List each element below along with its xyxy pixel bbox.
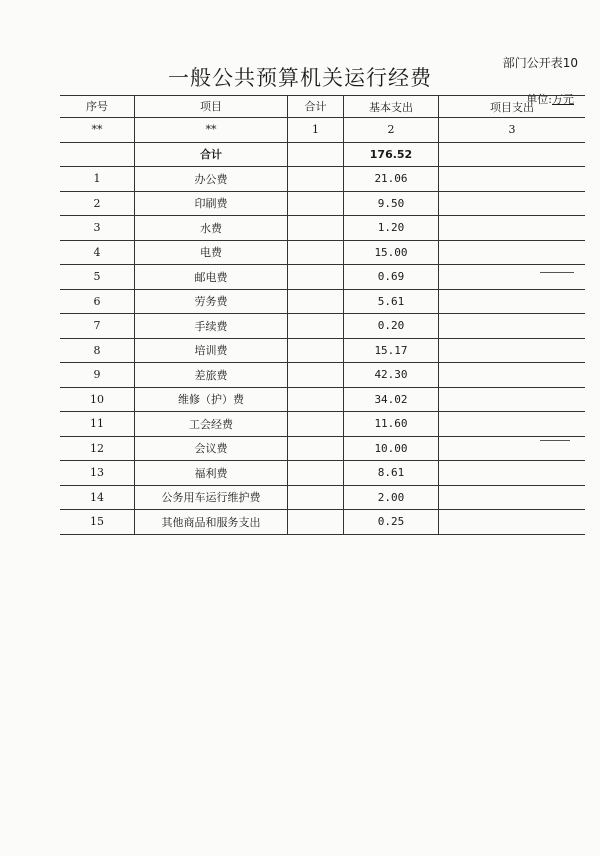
table-row [60, 412, 585, 437]
column-header-no: 序号 [60, 96, 135, 117]
table-row [60, 314, 585, 339]
expense-table [60, 95, 585, 535]
index-cell: 1 [288, 118, 344, 142]
index-cell: ** [60, 118, 135, 142]
row-project [439, 265, 585, 289]
row-project [439, 290, 585, 314]
table-row [60, 486, 585, 511]
row-no: 12 [60, 437, 135, 461]
row-no: 2 [60, 192, 135, 216]
row-no: 3 [60, 216, 135, 240]
column-header-item: 项目 [135, 96, 288, 117]
row-item: 其他商品和服务支出 [135, 510, 288, 534]
row-project [439, 192, 585, 216]
row-basic: 21.06 [344, 167, 439, 191]
row-basic: 5.61 [344, 290, 439, 314]
unit-value: 万元 [552, 93, 574, 106]
row-total [288, 486, 344, 510]
row-basic: 8.61 [344, 461, 439, 485]
row-project [439, 241, 585, 265]
table-row [60, 265, 585, 290]
table-row [60, 388, 585, 413]
row-no: 11 [60, 412, 135, 436]
row-item: 邮电费 [135, 265, 288, 289]
unit-prefix: 单位: [526, 93, 552, 106]
row-total [288, 339, 344, 363]
row-item: 培训费 [135, 339, 288, 363]
row-basic: 42.30 [344, 363, 439, 387]
row-total [288, 412, 344, 436]
row-basic: 11.60 [344, 412, 439, 436]
table-row [60, 461, 585, 486]
row-total [288, 461, 344, 485]
table-row [60, 241, 585, 266]
row-item: 维修（护）费 [135, 388, 288, 412]
table-row [60, 339, 585, 364]
row-item: 工会经费 [135, 412, 288, 436]
row-basic: 15.17 [344, 339, 439, 363]
table-total-row [60, 143, 585, 168]
row-project [439, 461, 585, 485]
row-item: 公务用车运行维护费 [135, 486, 288, 510]
table-row [60, 192, 585, 217]
row-total [288, 510, 344, 534]
row-no: 14 [60, 486, 135, 510]
scan-mark [540, 272, 574, 273]
row-project [439, 510, 585, 534]
row-total [288, 216, 344, 240]
row-project [439, 216, 585, 240]
form-code: 部门公开表10 [502, 56, 578, 70]
row-project [439, 314, 585, 338]
row-item: 水费 [135, 216, 288, 240]
total-no-cell [60, 143, 135, 167]
total-project-cell [439, 143, 585, 167]
row-no: 10 [60, 388, 135, 412]
column-header-total: 合计 [288, 96, 344, 117]
table-header-row [60, 96, 585, 118]
table-body [60, 167, 585, 535]
row-item: 会议费 [135, 437, 288, 461]
row-total [288, 265, 344, 289]
row-total [288, 388, 344, 412]
table-row [60, 437, 585, 462]
index-cell: 3 [508, 123, 516, 137]
row-basic: 0.69 [344, 265, 439, 289]
row-item: 差旅费 [135, 363, 288, 387]
row-item: 手续费 [135, 314, 288, 338]
row-project [439, 412, 585, 436]
row-total [288, 290, 344, 314]
row-basic: 1.20 [344, 216, 439, 240]
row-project [439, 388, 585, 412]
table-row [60, 216, 585, 241]
scan-mark [540, 440, 570, 441]
row-basic: 9.50 [344, 192, 439, 216]
table-row [60, 167, 585, 192]
row-no: 15 [60, 510, 135, 534]
row-no: 4 [60, 241, 135, 265]
table-row [60, 363, 585, 388]
row-basic: 15.00 [344, 241, 439, 265]
row-no: 8 [60, 339, 135, 363]
page-title: 一般公共预算机关运行经费 [168, 66, 432, 90]
row-item: 福利费 [135, 461, 288, 485]
row-total [288, 437, 344, 461]
index-cell: 2 [344, 118, 439, 142]
total-sum-cell [288, 143, 344, 167]
row-basic: 34.02 [344, 388, 439, 412]
row-basic: 2.00 [344, 486, 439, 510]
row-item: 劳务费 [135, 290, 288, 314]
row-item: 印刷费 [135, 192, 288, 216]
row-no: 6 [60, 290, 135, 314]
total-label: 合计 [135, 143, 288, 167]
row-project [439, 167, 585, 191]
total-basic-value: 176.52 [344, 143, 439, 167]
row-total [288, 363, 344, 387]
column-header-basic: 基本支出 [344, 96, 439, 117]
row-project [439, 363, 585, 387]
index-cell: ** [135, 118, 288, 142]
row-total [288, 241, 344, 265]
column-header-project: 项目支出 [490, 100, 534, 114]
row-basic: 0.20 [344, 314, 439, 338]
row-basic: 0.25 [344, 510, 439, 534]
table-index-row [60, 118, 585, 143]
row-total [288, 314, 344, 338]
row-no: 9 [60, 363, 135, 387]
row-item: 电费 [135, 241, 288, 265]
table-row [60, 510, 585, 535]
row-item: 办公费 [135, 167, 288, 191]
table-row [60, 290, 585, 315]
row-basic: 10.00 [344, 437, 439, 461]
row-no: 5 [60, 265, 135, 289]
row-total [288, 192, 344, 216]
row-no: 1 [60, 167, 135, 191]
row-no: 7 [60, 314, 135, 338]
row-total [288, 167, 344, 191]
row-project [439, 486, 585, 510]
row-no: 13 [60, 461, 135, 485]
row-project [439, 339, 585, 363]
